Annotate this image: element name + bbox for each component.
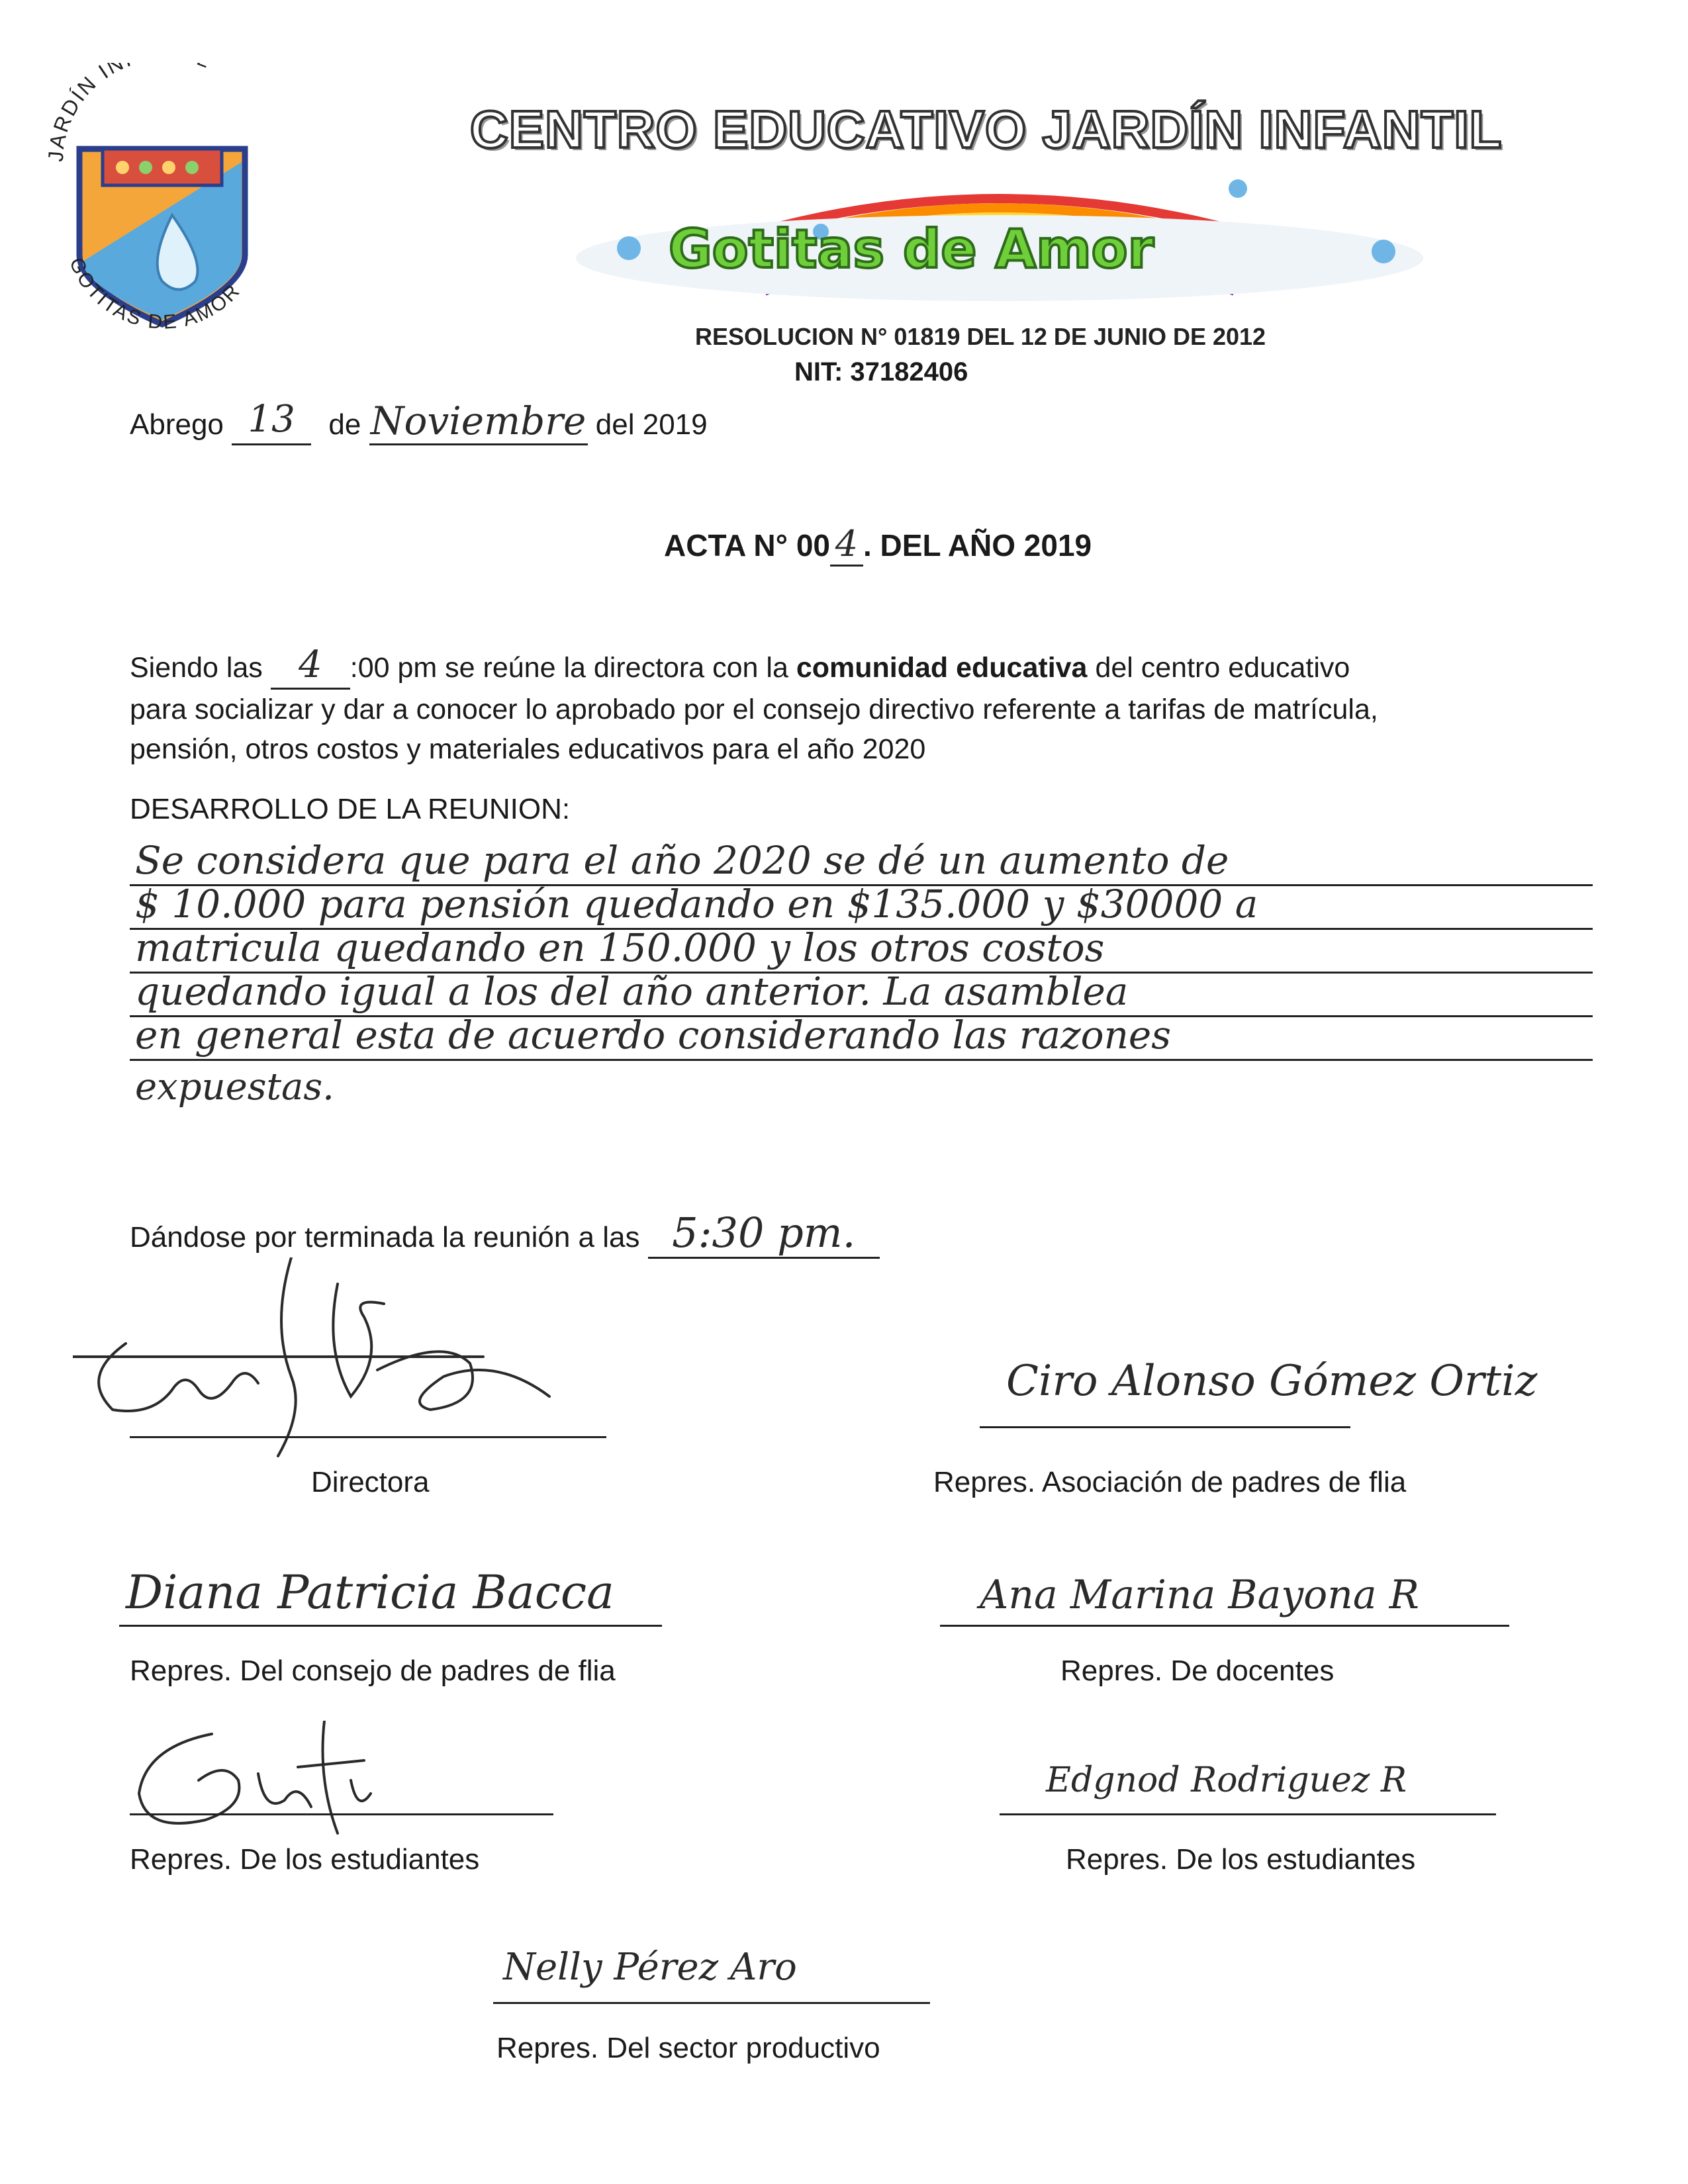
intro-line-1 [130,645,1378,690]
acta-number: 4 [830,523,863,567]
date-day: 13 [248,398,295,441]
acta-suffix: . DEL AÑO 2019 [863,528,1092,563]
date-suffix: del 2019 [595,408,708,441]
intro-bold: comunidad educativa [796,652,1088,684]
estudiantes1-label: Repres. De los estudiantes [130,1843,480,1876]
sector-signature: Nelly Pérez Aro [503,1946,797,1989]
estudiantes2-label: Repres. De los estudiantes [1066,1843,1416,1876]
acta-heading [664,523,1092,567]
estudiantes2-sigline [1000,1813,1496,1815]
acta-prefix: ACTA N° 00 [664,528,830,563]
estudiantes2-signature: Edgnod Rodriguez R [1046,1760,1407,1800]
asociacion-signature: Ciro Alonso Gómez Ortiz [1006,1357,1538,1406]
resolution-text: RESOLUCION N° 01819 DEL 12 DE JUNIO DE 2012 [695,323,1266,350]
docentes-label: Repres. De docentes [1060,1655,1335,1687]
intro-paragraph [130,645,1378,769]
desarrollo-line-6: expuestas. [135,1066,334,1109]
asociacion-label: Repres. Asociación de padres de flia [933,1466,1407,1498]
desarrollo-line-5: en general esta de acuerdo considerando las razones [130,1015,1593,1061]
intro-p3: del centro educativo [1095,652,1350,684]
logo-arc-bottom-text: GOTITAS DE AMOR [65,254,246,334]
intro-hour: 4 [298,643,322,686]
directora-label: Directora [311,1466,430,1498]
asociacion-sigline [980,1426,1350,1428]
estudiantes1-sigline [130,1813,553,1815]
desarrollo-line-2: $ 10.000 para pensión quedando en $135.000 y $30000 a [130,884,1593,930]
date-month: Noviembre [370,398,586,443]
consejo-label: Repres. Del consejo de padres de flia [130,1655,616,1687]
date-de: de [328,408,361,441]
signature-estudiantes-1 [126,1721,391,1853]
logo-arc-top-text: JARDÍN IN [43,63,129,163]
desarrollo-heading: DESARROLLO DE LA REUNION: [130,793,571,825]
sector-sigline [493,2002,930,2004]
closing-text: Dándose por terminada la reunión a las [130,1221,640,1253]
closing-time: 5:30 pm. [672,1208,856,1257]
date-prefix: Abrego [130,408,224,441]
page-title: CENTRO EDUCATIVO JARDÍN INFANTIL [470,100,1503,159]
nit-text: NIT: 37182406 [794,357,968,387]
desarrollo-line-4: quedando igual a los del año anterior. La asamblea [130,972,1593,1017]
intro-p1: Siendo las [130,652,263,684]
intro-p2: :00 pm se reúne la directora con la [350,652,788,684]
intro-line-2: para socializar y dar a conocer lo aprobado por el consejo directivo referente a tarifas de matrícula, [130,694,1378,725]
directora-sigline [130,1436,606,1438]
consejo-sigline [119,1625,662,1627]
date-line [130,398,708,445]
docentes-signature: Ana Marina Bayona R [980,1572,1419,1618]
intro-line-3: pensión, otros costos y materiales educativos para el año 2020 [130,733,926,765]
desarrollo-line-1: Se considera que para el año 2020 se dé un aumento de [130,841,1593,886]
banner-text: Gotitas de Amor [669,218,1154,280]
desarrollo-line-3: matricula quedando en 150.000 y los otros costos [130,928,1593,974]
consejo-signature: Diana Patricia Bacca [126,1565,614,1619]
school-logo [36,63,288,334]
sector-label: Repres. Del sector productivo [496,2032,880,2064]
closing-line [130,1208,880,1259]
docentes-sigline [940,1625,1509,1627]
